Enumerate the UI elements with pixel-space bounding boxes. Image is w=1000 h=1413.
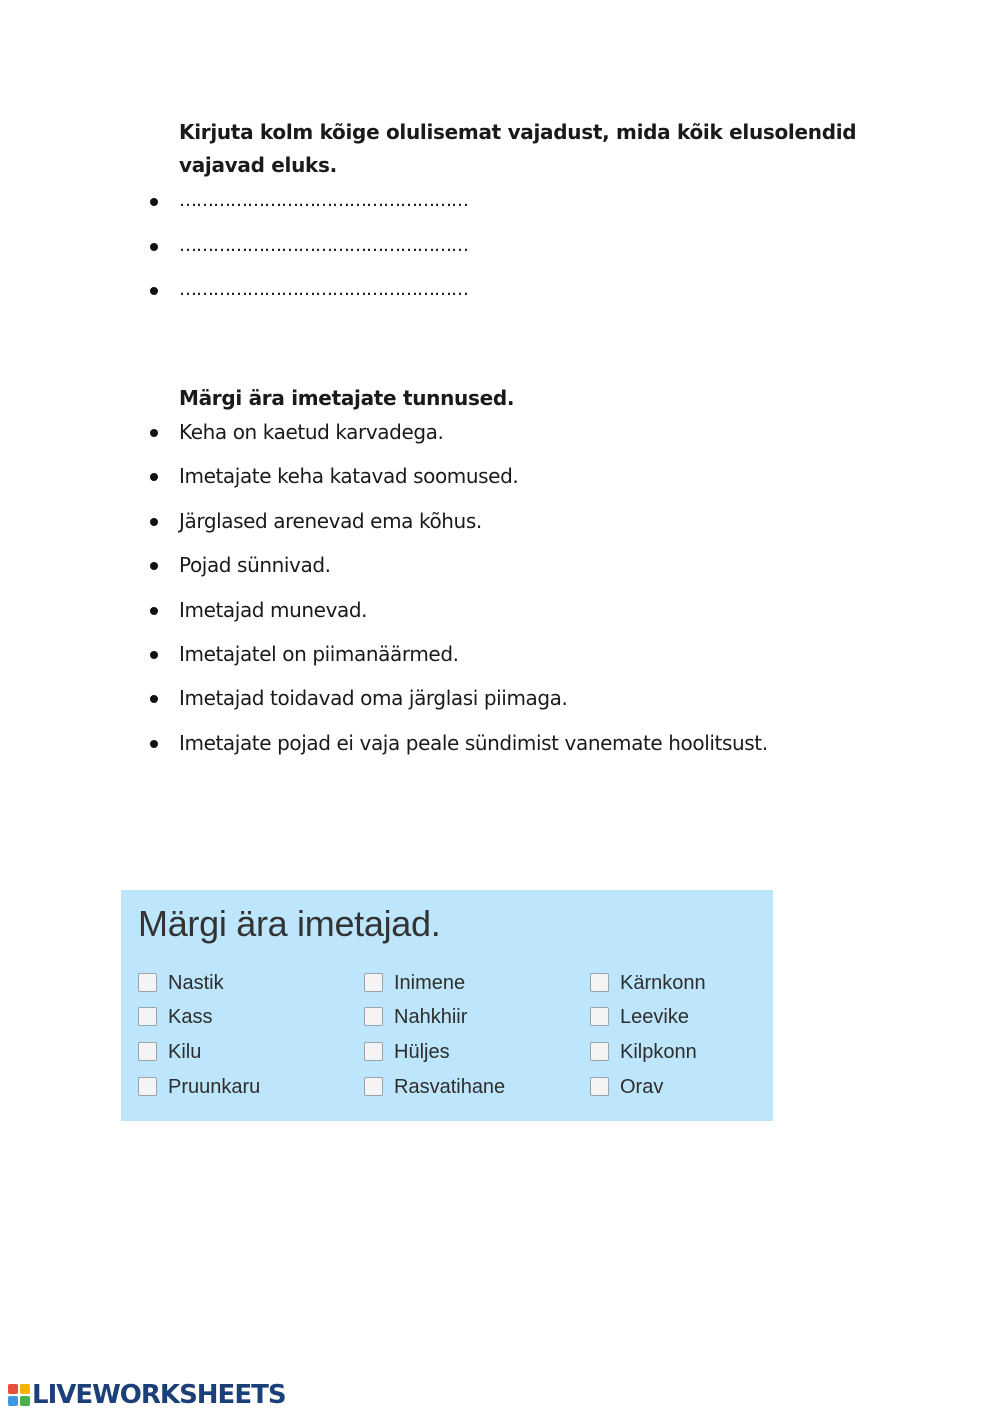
option-label: Inimene	[394, 972, 466, 994]
list-item[interactable]	[0, 594, 900, 638]
mammal-select-panel	[121, 890, 773, 1121]
checkbox[interactable]	[138, 1077, 157, 1096]
checkbox[interactable]	[138, 1042, 157, 1061]
logo-icon	[8, 1384, 30, 1406]
bullet-icon	[150, 651, 158, 659]
logo-text: LIVEWORKSHEETS	[32, 1380, 286, 1410]
section1-title: Kirjuta kolm kõige olulisemat vajadust, mida kõik elusolendid vajavad eluks.	[179, 120, 857, 177]
trait-text[interactable]: Imetajate pojad ei vaja peale sündimist vanemate hoolitsust.	[179, 730, 768, 755]
bullet-icon	[150, 429, 158, 437]
list-item[interactable]	[0, 638, 900, 682]
option-label: Leevike	[620, 1006, 689, 1028]
answer-blank-3[interactable]: ……………………………………………	[179, 279, 468, 300]
option-label: Orav	[620, 1076, 664, 1098]
trait-text[interactable]: Imetajatel on piimanäärmed.	[179, 641, 459, 666]
bullet-icon	[150, 287, 158, 295]
trait-text[interactable]: Imetajad toidavad oma järglasi piimaga.	[179, 686, 568, 711]
option-label: Kass	[168, 1006, 213, 1028]
trait-text[interactable]: Imetajad munevad.	[179, 597, 368, 622]
bullet-icon	[150, 198, 158, 206]
checkbox[interactable]	[364, 1077, 383, 1096]
checkbox[interactable]	[138, 1007, 157, 1026]
list-item[interactable]	[0, 505, 900, 549]
bullet-icon	[150, 695, 158, 703]
bullet-icon	[150, 607, 158, 615]
bullet-icon	[150, 243, 158, 251]
panel-title: Märgi ära imetajad.	[138, 903, 441, 944]
section2-title: Märgi ära imetajate tunnused.	[179, 386, 515, 410]
option-label: Rasvatihane	[394, 1076, 506, 1098]
bullet-icon	[150, 518, 158, 526]
answer-blank-2[interactable]: ……………………………………………	[179, 234, 468, 256]
option-label: Hüljes	[394, 1041, 450, 1063]
bullet-icon	[150, 740, 158, 748]
option-label: Nahkhiir	[394, 1006, 468, 1028]
mammal-traits-list	[0, 416, 900, 771]
checkbox[interactable]	[364, 1007, 383, 1026]
list-item[interactable]	[0, 416, 900, 460]
checkbox[interactable]	[364, 973, 383, 992]
liveworksheets-logo	[8, 1381, 286, 1409]
checkbox[interactable]	[590, 973, 609, 992]
option-label: Kärnkonn	[620, 972, 706, 994]
option-label: Nastik	[168, 972, 224, 994]
option-label: Pruunkaru	[168, 1076, 261, 1098]
checkbox[interactable]	[590, 1007, 609, 1026]
list-item[interactable]	[0, 727, 900, 771]
checkbox[interactable]	[138, 973, 157, 992]
answer-blank-1[interactable]: ……………………………………………	[179, 190, 468, 211]
trait-text[interactable]: Järglased arenevad ema kõhus.	[179, 508, 482, 533]
checkbox[interactable]	[364, 1042, 383, 1061]
trait-text[interactable]: Imetajate keha katavad soomused.	[179, 464, 519, 489]
checkbox[interactable]	[590, 1042, 609, 1061]
checkbox[interactable]	[590, 1077, 609, 1096]
bullet-icon	[150, 473, 158, 481]
list-item[interactable]	[0, 460, 900, 504]
bullet-icon	[150, 562, 158, 570]
list-item[interactable]	[0, 682, 900, 726]
option-label: Kilu	[168, 1041, 202, 1063]
list-item[interactable]	[0, 549, 900, 593]
trait-text[interactable]: Pojad sünnivad.	[179, 553, 331, 578]
option-label: Kilpkonn	[620, 1041, 697, 1063]
trait-text[interactable]: Keha on kaetud karvadega.	[179, 420, 444, 444]
